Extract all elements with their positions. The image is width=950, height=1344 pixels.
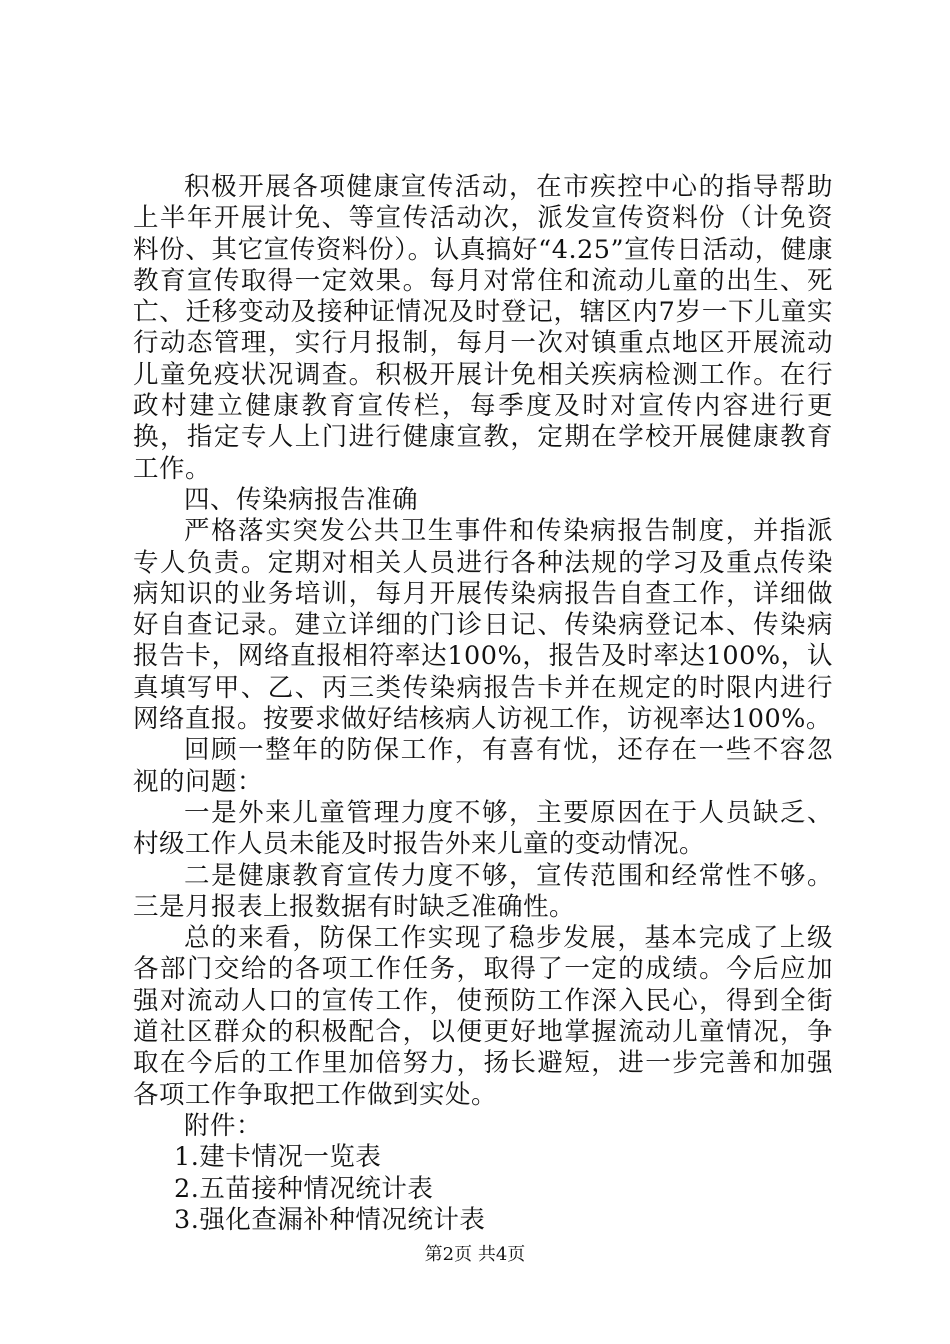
- paragraph-infectious-disease-report: 严格落实突发公共卫生事件和传染病报告制度，并指派专人负责。定期对相关人员进行各种法规的学习及重点传染病知识的业务培训，每月开展传染病报告自查工作，详细做好自查记录。建立详细的门诊日记、传染病登记本、传染病报告卡，网络直报相符率达100%，报告及时率达100%，认真填写甲、乙、丙三类传染病报告卡并在规定的时限内进行网络直报。按要求做好结核病人访视工作，访视率达100%。: [133, 516, 833, 735]
- paragraph-review: 回顾一整年的防保工作，有喜有忧，还存在一些不容忽视的问题：: [133, 735, 833, 797]
- paragraph-summary: 总的来看，防保工作实现了稳步发展，基本完成了上级各部门交给的各项工作任务，取得了一定的成绩。今后应加强对流动人口的宣传工作，使预防工作深入民心，得到全街道社区群众的积极配合，以便更好地掌握流动儿童情况，争取在今后的工作里加倍努力，扬长避短，进一步完善和加强各项工作争取把工作做到实处。: [133, 923, 833, 1110]
- document-body: [133, 172, 833, 1236]
- attachment-item: 1.建卡情况一览表: [174, 1142, 382, 1173]
- section-heading-infectious-disease: 四、传染病报告准确: [184, 484, 419, 515]
- page-number-footer: 第2页 共4页: [424, 1244, 526, 1265]
- paragraph-health-education: 积极开展各项健康宣传活动，在市疾控中心的指导帮助上半年开展计免、等宣传活动次，派发宣传资料份（计免资料份、其它宣传资料份）。认真搞好“4.25”宣传日活动，健康教育宣传取得一定效果。每月对常住和流动儿童的出生、死亡、迁移变动及接种证情况及时登记，辖区内7岁一下儿童实行动态管理，实行月报制，每月一次对镇重点地区开展流动儿童免疫状况调查。积极开展计免相关疾病检测工作。在行政村建立健康教育宣传栏，每季度及时对宣传内容进行更换，指定专人上门进行健康宣教，定期在学校开展健康教育工作。: [133, 172, 833, 484]
- paragraph-issue-two: 二是健康教育宣传力度不够，宣传范围和经常性不够。三是月报表上报数据有时缺乏准确性。: [133, 860, 833, 922]
- attachment-item: 3.强化查漏补种情况统计表: [174, 1204, 486, 1235]
- attachment-item: 2.五苗接种情况统计表: [174, 1173, 434, 1204]
- paragraph-issue-one: 一是外来儿童管理力度不够，主要原因在于人员缺乏、村级工作人员未能及时报告外来儿童的变动情况。: [133, 797, 833, 860]
- attachments-heading: 附件：: [184, 1110, 263, 1141]
